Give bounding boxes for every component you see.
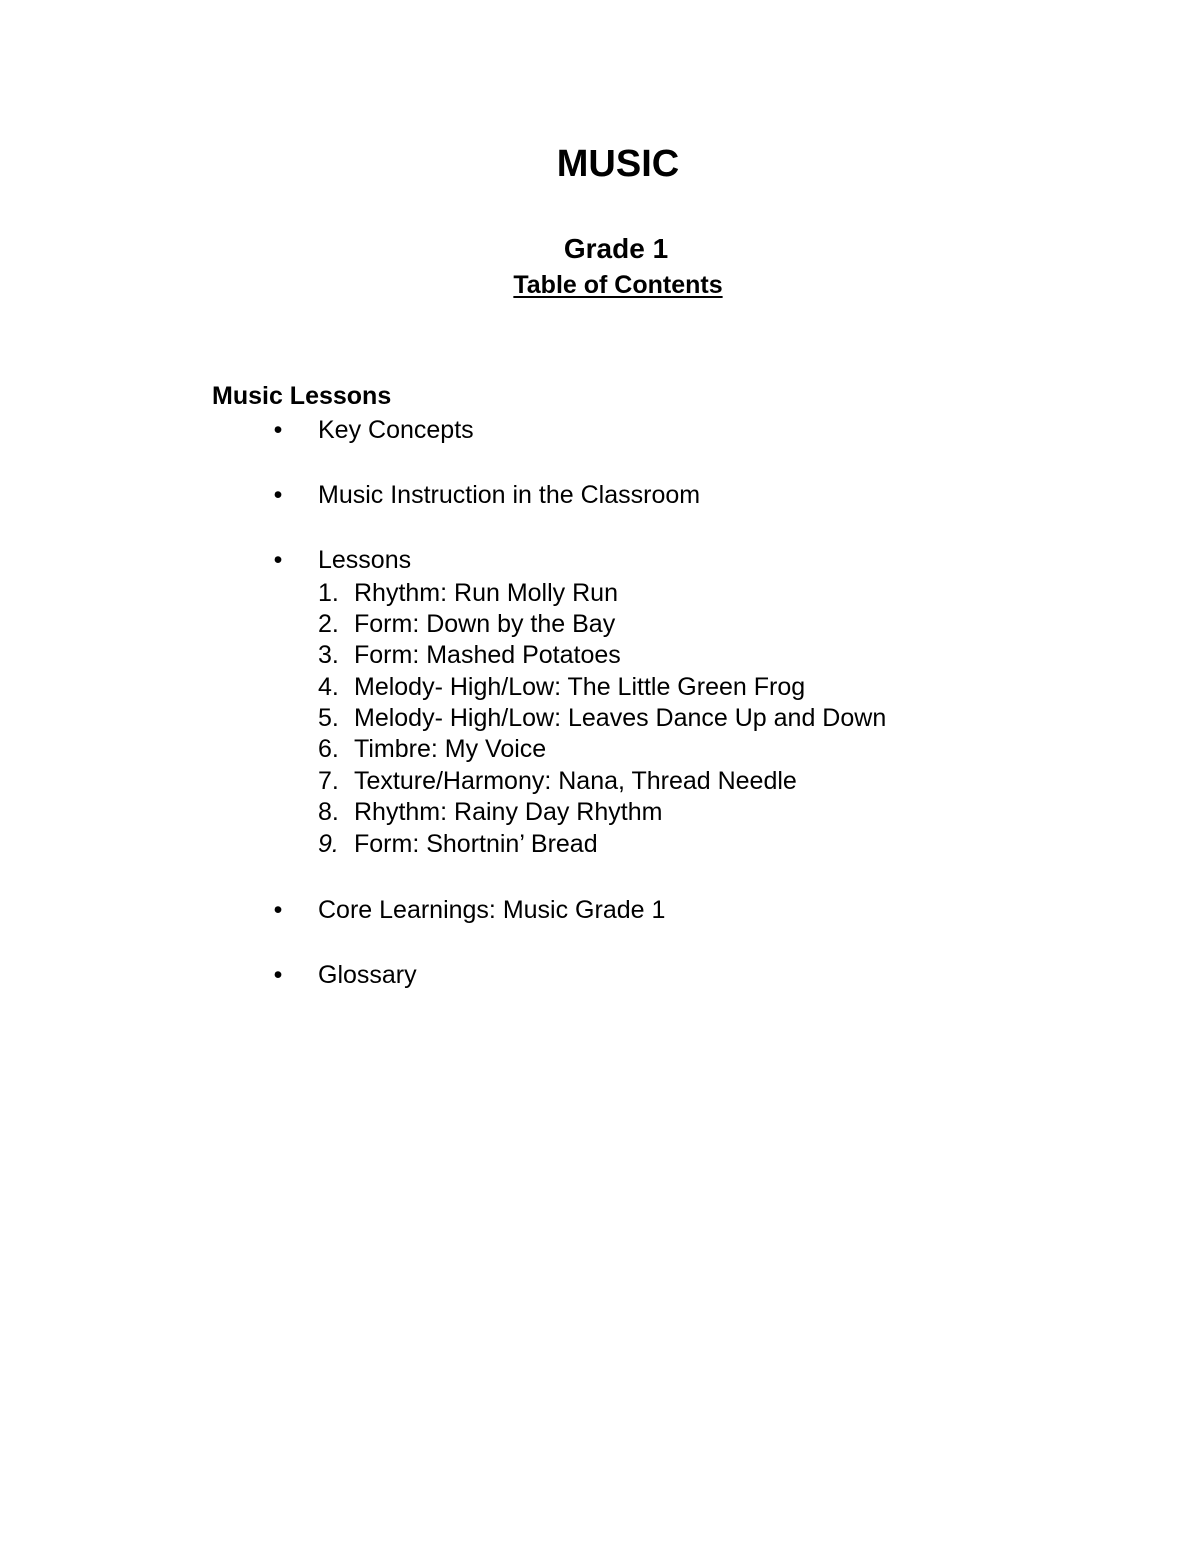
lesson-label: Form: Mashed Potatoes [354, 641, 621, 669]
toc-item-label: Music Instruction in the Classroom [318, 481, 701, 509]
bullet-icon: • [273, 416, 283, 444]
lesson-label: Timbre: My Voice [354, 735, 547, 763]
lesson-label: Melody- High/Low: The Little Green Frog [354, 673, 806, 701]
toc-item-label: Core Learnings: Music Grade 1 [318, 896, 666, 924]
lesson-number: 3. [318, 641, 339, 669]
lesson-item [318, 577, 618, 609]
bullet-icon: • [273, 961, 283, 989]
lesson-item [318, 765, 797, 797]
lesson-label: Rhythm: Rainy Day Rhythm [354, 798, 663, 826]
toc-item-label: Glossary [318, 961, 417, 989]
lesson-number: 2. [318, 610, 339, 638]
lesson-number: 4. [318, 673, 339, 701]
lesson-label: Melody- High/Low: Leaves Dance Up and Down [354, 704, 887, 732]
lesson-item [318, 608, 615, 640]
toc-item-label: Lessons [318, 546, 412, 574]
lesson-item [318, 733, 546, 765]
lesson-item [318, 796, 662, 828]
lesson-number: 1. [318, 579, 339, 607]
lesson-number: 9. [318, 830, 339, 858]
lesson-item [318, 639, 621, 671]
grade-heading: Grade 1 [563, 233, 669, 264]
document-title: MUSIC [556, 143, 680, 185]
bullet-icon: • [273, 896, 283, 924]
lesson-number: 7. [318, 767, 339, 795]
bullet-icon: • [273, 546, 283, 574]
lesson-label: Form: Shortnin’ Bread [354, 830, 598, 858]
lesson-number: 6. [318, 735, 339, 763]
lesson-label: Texture/Harmony: Nana, Thread Needle [354, 767, 797, 795]
lesson-item [318, 828, 598, 860]
lesson-label: Rhythm: Run Molly Run [354, 579, 618, 607]
lesson-item [318, 702, 886, 734]
section-heading-music-lessons: Music Lessons [212, 382, 392, 410]
lesson-number: 5. [318, 704, 339, 732]
lesson-number: 8. [318, 798, 339, 826]
table-of-contents-heading: Table of Contents [513, 271, 723, 299]
lesson-label: Form: Down by the Bay [354, 610, 616, 638]
bullet-icon: • [273, 481, 283, 509]
toc-item-label: Key Concepts [318, 416, 474, 444]
lesson-item [318, 671, 805, 703]
